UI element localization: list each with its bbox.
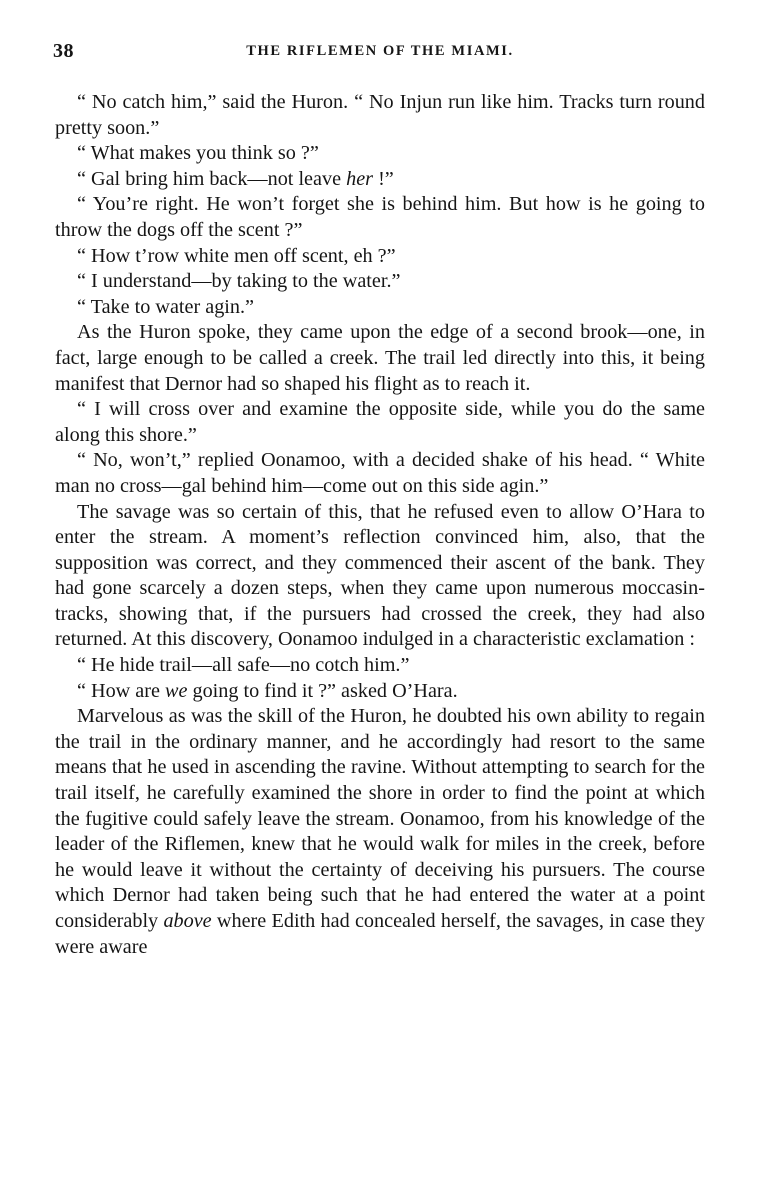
paragraph: “ I will cross over and examine the opposite side, while you do the same along this shore.”: [55, 398, 705, 446]
paragraph: “ Take to water agin.”: [77, 295, 255, 318]
paragraph: “ He hide trail—all safe—no cotch him.”: [77, 654, 410, 677]
paragraph: “ How t’row white men off scent, eh ?”: [77, 244, 396, 267]
paragraph: The savage was so certain of this, that he refused even to allow O’Hara to enter the stream. A moment’s reflection convinced him, also, that the supposition was correct, and they commenced their ascent of the bank. They had gone scarcely a dozen steps, when they came upon numerous moccasin-tracks, showing that, if the pursuers had crossed the creek, they had also returned. At this discovery, Oonamoo indulged in a characteristic exclamation :: [55, 500, 705, 651]
body-text: [55, 90, 705, 960]
paragraph: “ No catch him,” said the Huron. “ No Injun run like him. Tracks turn round pretty soon.”: [55, 91, 705, 139]
page-number: 38: [53, 40, 74, 62]
paragraph: Marvelous as was the skill of the Huron, he doubted his own ability to regain the trail in the ordinary manner, and he accordingly had resort to the same means that he used in ascending the ravine. Without attempting to search for the trail itself, he carefully examined the shore in order to find the point at which the fugitive could safely leave the stream. Oonamoo, from his knowledge of the leader of the Riflemen, knew that he would walk for miles in the creek, before he would leave it without the certainty of deceiving his pursuers. The course which Dernor had taken being such that he had entered the water at a point considerably above where Edith had concealed herself, the savages, in case they were aware: [55, 705, 705, 958]
running-title: THE RIFLEMEN OF THE MIAMI.: [246, 43, 514, 59]
paragraph: “ How are we going to find it ?” asked O’Hara.: [77, 679, 458, 702]
book-page: [55, 40, 705, 960]
paragraph: As the Huron spoke, they came upon the edge of a second brook—one, in fact, large enough to be called a creek. The trail led directly into this, it being manifest that Dernor had so shaped his flight as to reach it.: [55, 321, 705, 395]
paragraph: “ Gal bring him back—not leave her !”: [77, 167, 394, 190]
paragraph: “ No, won’t,” replied Oonamoo, with a decided shake of his head. “ White man no cross—gal behind him—come out on this side agin.”: [55, 449, 705, 497]
paragraph: “ I understand—by taking to the water.”: [77, 270, 401, 293]
paragraph: “ You’re right. He won’t forget she is behind him. But how is he going to throw the dogs off the scent ?”: [55, 193, 705, 241]
paragraph: “ What makes you think so ?”: [77, 142, 319, 165]
running-head: [55, 40, 705, 64]
